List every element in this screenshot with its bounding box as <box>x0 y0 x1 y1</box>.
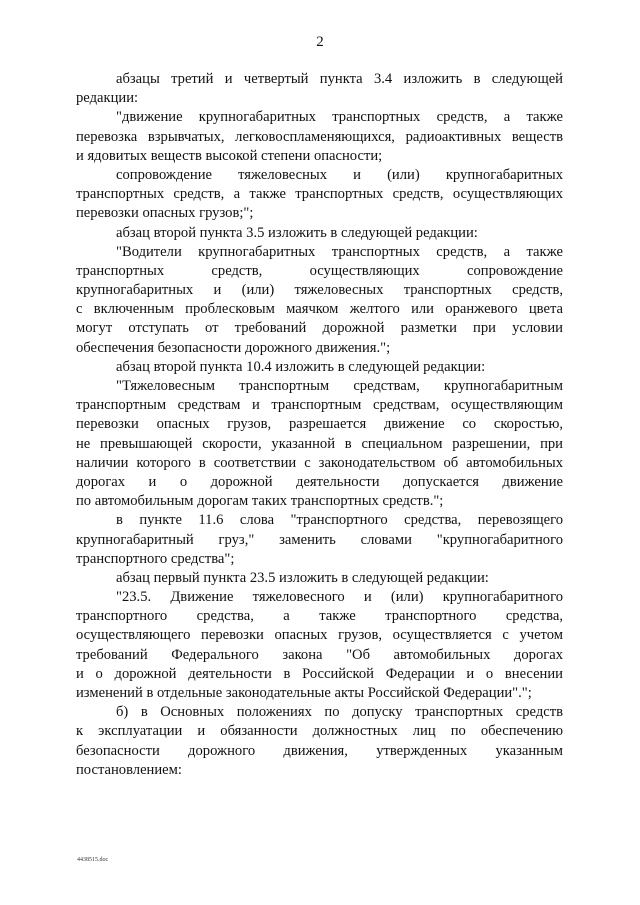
text-line: транспортного средства"; <box>76 550 235 567</box>
text-line: абзац второй пункта 3.5 изложить в следующей редакции: <box>116 224 478 241</box>
text-line: транспортным средствам и транспортным средствам, осуществляющим <box>76 397 563 414</box>
text-line: б) в Основных положениях по допуску транспортных средств <box>116 704 563 721</box>
text-line: редакции: <box>76 90 139 107</box>
document-body <box>76 70 563 780</box>
text-line: по автомобильным дорогам таких транспортных средств."; <box>76 493 444 510</box>
text-line: изменений в отдельные законодательные акты Российской Федерации"."; <box>76 685 532 701</box>
text-line: могут отступать от требований дорожной разметки при условии <box>76 320 563 337</box>
text-line: транспортных средств, а также транспортных средств, осуществляющих <box>76 186 563 203</box>
footer-filename: 4438515.doc <box>77 857 109 863</box>
text-line: абзац первый пункта 23.5 изложить в следующей редакции: <box>116 569 489 586</box>
text-line: в пункте 11.6 слова "транспортного средства, перевозящего <box>116 512 563 529</box>
text-line: перевозки опасных грузов;"; <box>76 205 254 222</box>
text-line: транспортных средств, осуществляющих сопровождение <box>76 262 563 279</box>
text-line: сопровождение тяжеловесных и (или) крупногабаритных <box>116 166 563 183</box>
text-line: перевозка взрывчатых, легковоспламеняющихся, радиоактивных веществ <box>76 128 563 145</box>
text-line: абзац второй пункта 10.4 изложить в следующей редакции: <box>116 358 486 375</box>
text-line: постановлением: <box>76 761 182 778</box>
text-line: "Тяжеловесным транспортным средствам, крупногабаритным <box>116 378 563 394</box>
text-line: и ядовитых веществ высокой степени опасности; <box>76 147 383 164</box>
text-line: "Водители крупногабаритных транспортных средств, а также <box>116 243 563 260</box>
text-line: с включенным проблесковым маячком желтого или оранжевого цвета <box>76 301 563 318</box>
text-line: перевозки опасных грузов, разрешается движение со скоростью, <box>76 416 563 433</box>
text-line: транспортного средства, а также транспортного средства, <box>76 608 563 625</box>
text-line: безопасности дорожного движения, утвержденных указанным <box>76 742 563 759</box>
page-number: 2 <box>316 34 324 50</box>
text-line: "23.5. Движение тяжеловесного и (или) крупногабаритного <box>116 589 563 606</box>
text-line: требований Федерального закона "Об автомобильных дорогах <box>76 646 563 663</box>
text-line: абзацы третий и четвертый пункта 3.4 изложить в следующей <box>116 71 563 87</box>
text-line: наличии которого в соответствии с законодательством об автомобильных <box>76 454 563 471</box>
text-line: осуществляющего перевозки опасных грузов, осуществляется с учетом <box>76 627 563 644</box>
text-line: крупногабаритный груз," заменить словами "крупногабаритного <box>76 531 563 548</box>
text-line: и о дорожной деятельности в Российской Федерации и о внесении <box>76 665 563 682</box>
text-line: обеспечения безопасности дорожного движения."; <box>76 339 391 356</box>
text-line: крупногабаритных и (или) тяжеловесных транспортных средств, <box>76 282 563 299</box>
text-line: "движение крупногабаритных транспортных средств, а также <box>116 109 563 126</box>
text-line: не превышающей скорости, указанной в специальном разрешении, при <box>76 435 563 452</box>
text-line: к эксплуатации и обязанности должностных лиц по обеспечению <box>76 723 563 740</box>
text-line: дорогах и о дорожной деятельности допускается движение <box>76 473 563 490</box>
